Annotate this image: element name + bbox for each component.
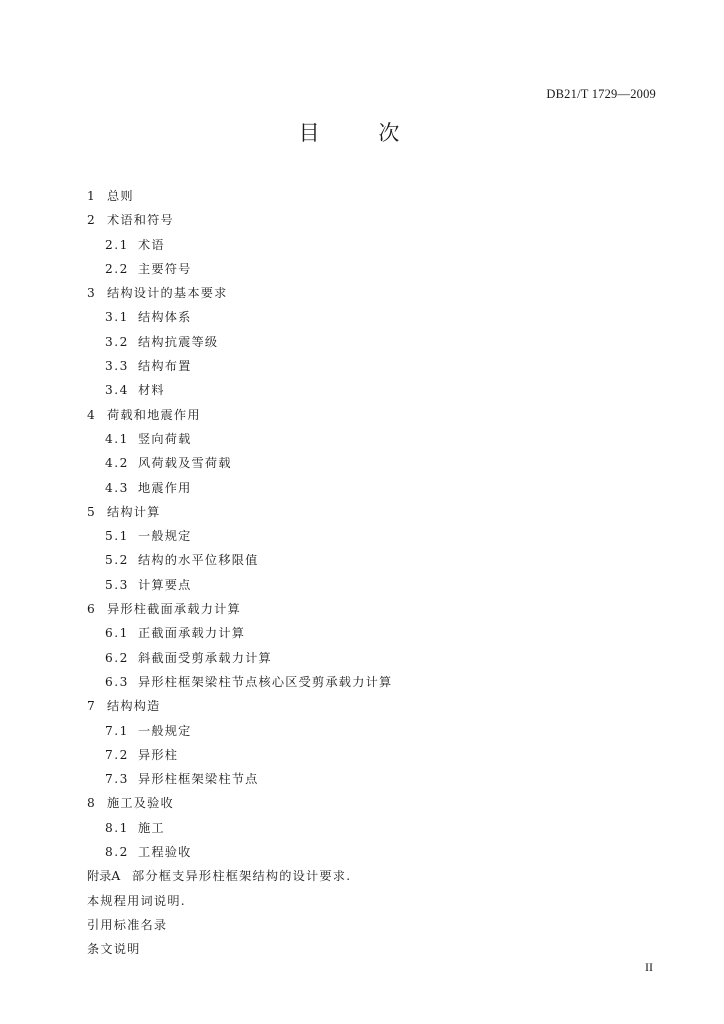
toc-entry-number: 4.1 xyxy=(105,431,129,446)
toc-entry-label: 荷载和地震作用 xyxy=(107,407,201,422)
toc-entry[interactable] xyxy=(0,646,724,670)
toc-entry-number: 附录A xyxy=(87,869,121,884)
toc-entry[interactable] xyxy=(0,719,724,743)
toc-entry-label: 异形柱截面承载力计算 xyxy=(107,602,241,617)
toc-entry-number: 8 xyxy=(87,796,95,811)
toc-entry-number: 5 xyxy=(87,504,95,519)
toc-entry-number: 3.2 xyxy=(105,334,129,349)
toc-entry-label: 一般规定 xyxy=(138,529,192,544)
toc-entry-label: 本规程用词说明. xyxy=(87,893,186,908)
toc-entry-label: 结构设计的基本要求 xyxy=(107,286,228,301)
toc-entry-label: 结构体系 xyxy=(138,310,192,325)
toc-entry-label: 工程验收 xyxy=(138,845,192,860)
toc-entry-label: 斜截面受剪承载力计算 xyxy=(138,650,272,665)
toc-entry[interactable] xyxy=(0,451,724,475)
toc-entry-number: 5.2 xyxy=(105,553,129,568)
toc-entry-number: 4.2 xyxy=(105,456,129,471)
toc-entry[interactable] xyxy=(0,694,724,718)
page-title: 目 次 xyxy=(298,121,426,145)
standard-code: DB21/T 1729—2009 xyxy=(546,87,656,101)
toc-entry[interactable] xyxy=(0,208,724,232)
toc-entry-number: 1 xyxy=(87,189,95,203)
toc-entry-number: 6.2 xyxy=(105,650,129,665)
toc-entry-number: 3.1 xyxy=(105,310,129,325)
toc-entry-number: 7 xyxy=(87,699,95,714)
toc-entry-number: 6.1 xyxy=(105,626,129,641)
toc-entry[interactable] xyxy=(0,743,724,767)
toc-entry-label: 施工及验收 xyxy=(107,796,174,811)
table-of-contents xyxy=(0,184,724,962)
toc-entry[interactable] xyxy=(0,621,724,645)
toc-entry-label: 施工 xyxy=(138,820,165,835)
toc-entry[interactable] xyxy=(0,816,724,840)
toc-entry[interactable] xyxy=(0,476,724,500)
toc-entry-label: 引用标准名录 xyxy=(87,917,168,932)
toc-entry[interactable] xyxy=(0,524,724,548)
toc-entry-number: 3.3 xyxy=(105,359,129,374)
toc-entry[interactable] xyxy=(0,791,724,815)
toc-entry-number: 6.3 xyxy=(105,674,129,689)
toc-entry-number: 2.1 xyxy=(105,237,129,252)
toc-entry[interactable] xyxy=(0,378,724,402)
toc-entry-number: 8.1 xyxy=(105,820,129,835)
toc-entry-label: 材料 xyxy=(138,383,165,398)
toc-entry-number: 2.2 xyxy=(105,261,129,276)
toc-entry-label: 结构构造 xyxy=(107,699,161,714)
toc-entry-number: 6 xyxy=(87,602,95,617)
toc-entry[interactable] xyxy=(0,597,724,621)
toc-entry-label: 异形柱框架梁柱节点核心区受剪承载力计算 xyxy=(138,674,393,689)
toc-entry[interactable] xyxy=(0,281,724,305)
page-number: II xyxy=(645,960,653,974)
toc-entry-label: 条文说明 xyxy=(87,942,141,957)
toc-entry-label: 结构布置 xyxy=(138,359,192,374)
toc-entry-label: 正截面承载力计算 xyxy=(138,626,246,641)
toc-entry[interactable] xyxy=(0,403,724,427)
toc-entry-label: 总则 xyxy=(107,189,134,203)
toc-entry[interactable] xyxy=(0,500,724,524)
toc-entry-number: 7.1 xyxy=(105,723,129,738)
toc-entry-number: 4 xyxy=(87,407,95,422)
toc-entry-number: 5.3 xyxy=(105,577,129,592)
toc-entry-label: 结构的水平位移限值 xyxy=(138,553,259,568)
toc-entry[interactable] xyxy=(0,257,724,281)
toc-entry-label: 一般规定 xyxy=(138,723,192,738)
toc-entry-number: 7.3 xyxy=(105,772,129,787)
toc-entry-label: 竖向荷载 xyxy=(138,431,192,446)
toc-entry[interactable] xyxy=(0,889,724,913)
toc-entry[interactable] xyxy=(0,305,724,329)
toc-entry-number: 2 xyxy=(87,213,95,228)
toc-entry[interactable] xyxy=(0,937,724,961)
toc-entry-label: 风荷载及雪荷载 xyxy=(138,456,232,471)
toc-entry-label: 结构计算 xyxy=(107,504,161,519)
toc-entry[interactable] xyxy=(0,573,724,597)
toc-entry-number: 3.4 xyxy=(105,383,129,398)
toc-entry[interactable] xyxy=(0,354,724,378)
toc-entry[interactable] xyxy=(0,767,724,791)
toc-entry[interactable] xyxy=(0,840,724,864)
toc-entry-number: 5.1 xyxy=(105,529,129,544)
toc-entry[interactable] xyxy=(0,670,724,694)
toc-entry-label: 计算要点 xyxy=(138,577,192,592)
toc-entry-label: 地震作用 xyxy=(138,480,192,495)
toc-entry-label: 主要符号 xyxy=(138,261,192,276)
toc-entry-label: 术语和符号 xyxy=(107,213,174,228)
toc-entry-number: 7.2 xyxy=(105,747,129,762)
toc-entry[interactable] xyxy=(0,330,724,354)
toc-entry-number: 4.3 xyxy=(105,480,129,495)
toc-entry-label: 术语 xyxy=(138,237,165,252)
toc-entry[interactable] xyxy=(0,184,724,208)
toc-entry[interactable] xyxy=(0,913,724,937)
toc-entry-label: 异形柱 xyxy=(138,747,179,762)
toc-entry-label: 异形柱框架梁柱节点 xyxy=(138,772,259,787)
toc-entry[interactable] xyxy=(0,233,724,257)
toc-entry-label: 结构抗震等级 xyxy=(138,334,219,349)
toc-entry-label: 部分框支异形柱框架结构的设计要求. xyxy=(132,869,352,884)
toc-entry[interactable] xyxy=(0,864,724,888)
toc-entry[interactable] xyxy=(0,427,724,451)
toc-entry-number: 3 xyxy=(87,286,95,301)
toc-entry[interactable] xyxy=(0,548,724,572)
toc-entry-number: 8.2 xyxy=(105,845,129,860)
